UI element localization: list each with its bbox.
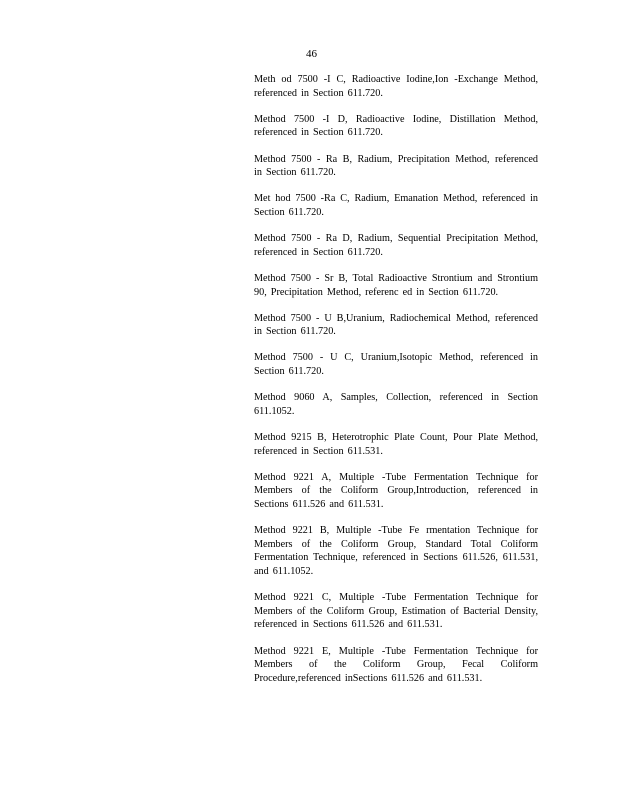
page-number: 46 [306,48,317,60]
method-entry: Method 9060 A, Samples, Collection, referenced in Section 611.1052. [254,392,538,417]
method-entry: Method 7500 - U B,Uranium, Radiochemical Method, referenced in Section 611.720. [254,312,538,338]
method-entry: Method 7500 - Ra B, Radium, Precipitation Method, referenced in Section 611.720. [254,153,538,179]
method-entry: Method 9221 C, Multiple -Tube Fermentation Technique for Members of the Coliform Group, Estimation of Bacterial Density, referenced in Sections 611.526 and 611.531. [254,592,538,631]
method-entry: Method 7500 -I D, Radioactive Iodine, Distillation Method, referenced in Section 611.720. [254,113,538,139]
method-entry: Method 7500 - U C, Uranium,Isotopic Method, referenced in Section 611.720. [254,352,538,378]
method-entry: Method 7500 - Ra D, Radium, Sequential Precipitation Method, referenced in Section 611.720. [254,233,538,258]
method-entry: Method 9221 B, Multiple -Tube Fe rmentation Technique for Members of the Coliform Group, Standard Total Coliform Fermentation Technique, referenced in Sections 611.526, 611.531, and 611.1052. [254,525,538,577]
method-entry: Met hod 7500 -Ra C, Radium, Emanation Method, referenced in Section 611.720. [254,193,538,218]
method-entry: Method 9215 B, Heterotrophic Plate Count, Pour Plate Method, referenced in Section 611.531. [254,432,538,457]
method-entry: Method 7500 - Sr B, Total Radioactive Strontium and Strontium 90, Precipitation Method, referenc ed in Section 611.720. [254,272,538,298]
method-reference-list [254,73,538,698]
method-entry: Method 9221 E, Multiple -Tube Fermentation Technique for Members of the Coliform Group, Fecal Coliform Procedure,referenced inSections 611.526 and 611.531. [254,645,538,684]
method-entry: Method 9221 A, Multiple -Tube Fermentation Technique for Members of the Coliform Group,Introduction, referenced in Sections 611.526 and 611.531. [254,471,538,510]
method-entry: Meth od 7500 -I C, Radioactive Iodine,Ion -Exchange Method, referenced in Section 611.720. [254,74,538,99]
